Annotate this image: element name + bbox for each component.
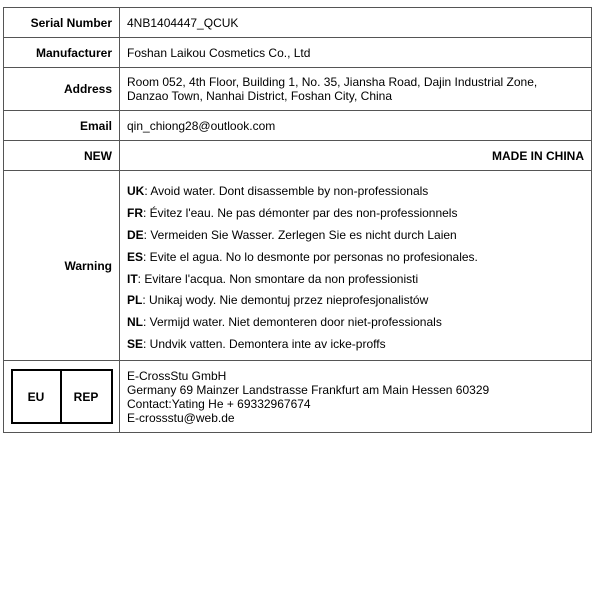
email-label: Email	[4, 111, 120, 141]
manufacturer-label: Manufacturer	[4, 38, 120, 68]
eu-rep-company: E-CrossStu GmbH	[127, 368, 227, 383]
address-label: Address	[4, 68, 120, 111]
warning-item-uk: UK: Avoid water. Dont disassemble by non-professionals	[127, 184, 429, 199]
made-in-china-text: MADE IN CHINA	[120, 141, 592, 171]
serial-value: 4NB1404447_QCUK	[120, 8, 592, 38]
eu-rep-email: E-crossstu@web.de	[127, 410, 235, 425]
address-line: Danzao Town, Nanhai District, Foshan City, China	[127, 89, 393, 103]
warning-item-pl: PL: Unikaj wody. Nie demontuj przez nieprofesjonalistów	[127, 293, 429, 308]
product-label-table	[3, 7, 592, 433]
eu-rep-row	[4, 361, 592, 433]
eu-rep-details	[120, 361, 592, 433]
email-row	[4, 111, 592, 141]
eu-badge-text: EU	[13, 371, 62, 422]
address-row	[4, 68, 592, 111]
eu-rep-badge	[11, 369, 113, 424]
warning-item-it: IT: Evitare l'acqua. Non smontare da non professionisti	[127, 271, 419, 286]
warning-list	[120, 171, 592, 361]
warning-row	[4, 171, 592, 361]
manufacturer-row	[4, 38, 592, 68]
eu-rep-badge-cell	[4, 361, 120, 433]
warning-item-se: SE: Undvik vatten. Demontera inte av icke-proffs	[127, 336, 386, 351]
warning-item-fr: FR: Évitez l'eau. Ne pas démonter par des non-professionnels	[127, 206, 458, 221]
serial-label: Serial Number	[4, 8, 120, 38]
warning-label: Warning	[4, 171, 120, 361]
address-line: Room 052, 4th Floor, Building 1, No. 35, Jiansha Road, Dajin Industrial Zone,	[127, 75, 538, 89]
new-row	[4, 141, 592, 171]
rep-badge-text: REP	[73, 389, 99, 404]
eu-rep-contact: Contact:Yating He + 69332967674	[127, 396, 311, 411]
warning-item-nl: NL: Vermijd water. Niet demonteren door niet-professionals	[127, 315, 442, 330]
manufacturer-value: Foshan Laikou Cosmetics Co., Ltd	[120, 38, 592, 68]
new-label: NEW	[4, 141, 120, 171]
address-value	[120, 68, 592, 111]
email-value: qin_chiong28@outlook.com	[120, 111, 592, 141]
serial-row	[4, 8, 592, 38]
eu-rep-address: Germany 69 Mainzer Landstrasse Frankfurt am Main Hessen 60329	[127, 382, 490, 397]
warning-item-es: ES: Evite el agua. No lo desmonte por personas no profesionales.	[127, 249, 478, 264]
warning-item-de: DE: Vermeiden Sie Wasser. Zerlegen Sie es nicht durch Laien	[127, 227, 457, 242]
